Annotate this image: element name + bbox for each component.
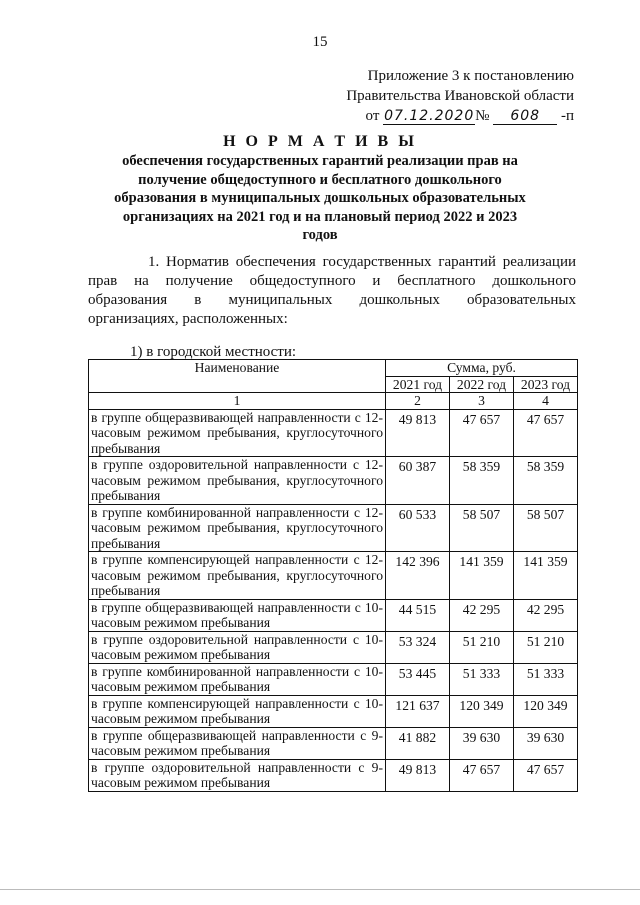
table-colnum-row (89, 393, 578, 410)
appendix-line-2: Правительства Ивановской области (346, 88, 574, 104)
row-value-2021: 44 515 (386, 599, 450, 631)
document-title: Н О Р М А Т И В Ы (223, 133, 417, 150)
row-value-2021: 49 813 (386, 759, 450, 791)
from-label: от (365, 108, 380, 124)
row-value-2022: 51 210 (450, 631, 514, 663)
header-year-2021: 2021 год (386, 376, 450, 393)
appendix-header (346, 66, 574, 126)
row-value-2021: 53 445 (386, 663, 450, 695)
row-value-2021: 41 882 (386, 727, 450, 759)
row-value-2023: 42 295 (514, 599, 578, 631)
table-row (89, 552, 578, 600)
row-value-2023: 58 507 (514, 504, 578, 552)
row-value-2022: 42 295 (450, 599, 514, 631)
row-value-2021: 60 533 (386, 504, 450, 552)
row-name: в группе комбинированной направленности с 12-часовым режимом пребывания, круглосуточного пребывания (89, 504, 386, 552)
row-name: в группе оздоровительной направленности с 9-часовым режимом пребывания (89, 759, 386, 791)
row-name: в группе общеразвивающей направленности с 10-часовым режимом пребывания (89, 599, 386, 631)
col-number: 2 (386, 393, 450, 410)
row-name: в группе оздоровительной направленности с 10-часовым режимом пребывания (89, 631, 386, 663)
table-row (89, 631, 578, 663)
intro-paragraph: 1. Норматив обеспечения государственных гарантий реализации прав на получение общедоступного и бесплатного дошкольного образования в муниципальных дошкольных образовательных организациях, расположенных: (88, 254, 576, 327)
row-value-2022: 58 359 (450, 457, 514, 505)
row-name: в группе общеразвивающей направленности с 12-часовым режимом пребывания, круглосуточного пребывания (89, 409, 386, 457)
handwritten-number: 608 (493, 108, 557, 125)
row-value-2022: 39 630 (450, 727, 514, 759)
row-value-2021: 60 387 (386, 457, 450, 505)
col-number: 1 (89, 393, 386, 410)
row-name: в группе комбинированной направленности с 10-часовым режимом пребывания (89, 663, 386, 695)
header-name: Наименование (89, 360, 386, 393)
row-value-2023: 51 333 (514, 663, 578, 695)
col-number: 4 (514, 393, 578, 410)
row-value-2022: 58 507 (450, 504, 514, 552)
document-subtitle: обеспечения государственных гарантий реализации прав на получение общедоступного и бесплатного дошкольного образования в муниципальных дошкольных образовательных организациях на 2021 год и на плановый период 2022 и 2023 годов (114, 153, 526, 243)
row-value-2023: 39 630 (514, 727, 578, 759)
row-value-2022: 51 333 (450, 663, 514, 695)
table-row (89, 599, 578, 631)
number-label: № (475, 108, 490, 124)
table-header-row (89, 360, 578, 377)
number-suffix: -п (560, 108, 574, 124)
row-value-2023: 51 210 (514, 631, 578, 663)
row-value-2021: 142 396 (386, 552, 450, 600)
row-value-2021: 121 637 (386, 695, 450, 727)
appendix-date-line (346, 106, 574, 126)
norms-table (88, 359, 578, 792)
row-value-2022: 47 657 (450, 409, 514, 457)
row-value-2023: 47 657 (514, 759, 578, 791)
table-row (89, 663, 578, 695)
row-value-2021: 49 813 (386, 409, 450, 457)
row-value-2022: 141 359 (450, 552, 514, 600)
row-value-2021: 53 324 (386, 631, 450, 663)
row-value-2023: 58 359 (514, 457, 578, 505)
page-number: 15 (312, 34, 328, 50)
row-value-2023: 120 349 (514, 695, 578, 727)
header-sum: Сумма, руб. (386, 360, 578, 377)
appendix-line-1: Приложение 3 к постановлению (367, 68, 574, 84)
table-row (89, 409, 578, 457)
row-value-2022: 47 657 (450, 759, 514, 791)
table-row (89, 759, 578, 791)
table-row (89, 457, 578, 505)
row-name: в группе оздоровительной направленности с 12-часовым режимом пребывания, круглосуточного пребывания (89, 457, 386, 505)
table-row (89, 695, 578, 727)
table-row (89, 504, 578, 552)
section-label: 1) в городской местности: (130, 344, 297, 360)
row-name: в группе компенсирующей направленности с 12-часовым режимом пребывания, круглосуточного пребывания (89, 552, 386, 600)
row-value-2023: 141 359 (514, 552, 578, 600)
handwritten-date: 07.12.2020 (384, 108, 475, 124)
row-value-2022: 120 349 (450, 695, 514, 727)
table-row (89, 727, 578, 759)
row-value-2023: 47 657 (514, 409, 578, 457)
header-year-2023: 2023 год (514, 376, 578, 393)
scan-edge-divider (0, 889, 640, 890)
col-number: 3 (450, 393, 514, 410)
row-name: в группе компенсирующей направленности с 10-часовым режимом пребывания (89, 695, 386, 727)
header-year-2022: 2022 год (450, 376, 514, 393)
row-name: в группе общеразвивающей направленности с 9-часовым режимом пребывания (89, 727, 386, 759)
